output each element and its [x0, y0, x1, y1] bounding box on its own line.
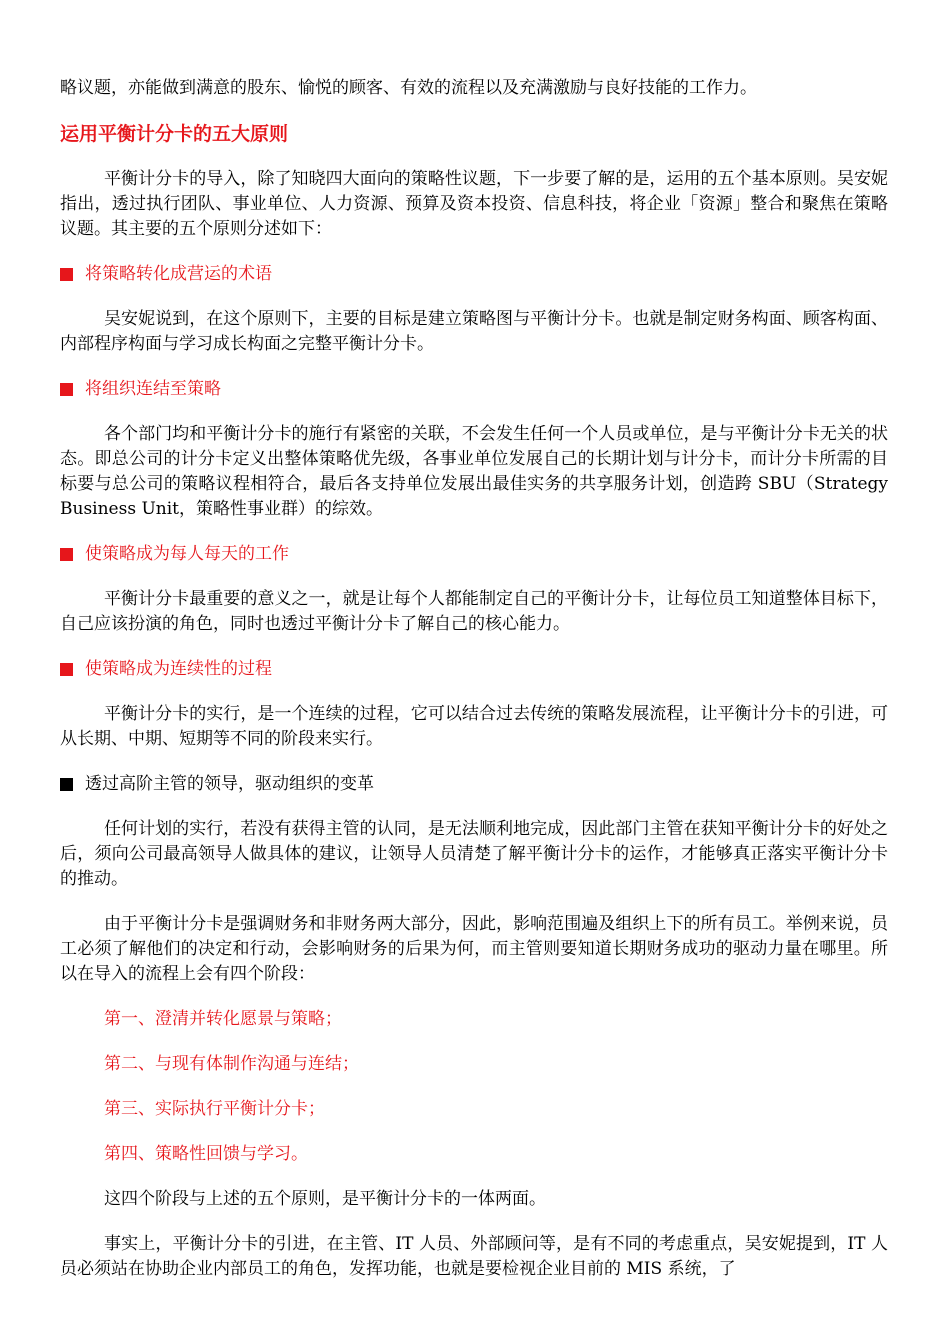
last-paragraph: 事实上，平衡计分卡的引进，在主管、IT 人员、外部顾问等，是有不同的考虑重点，吴安妮提到，IT 人员必须站在协助企业内部员工的角色，发挥功能，也就是要检视企业目前的 MIS 系统，了 — [60, 1234, 888, 1279]
top-line-text: 略议题，亦能做到满意的股东、愉悦的顾客、有效的流程以及充满激励与良好技能的工作力。 — [60, 78, 757, 98]
square-bullet-icon — [60, 268, 73, 281]
principle-2-title-line — [60, 377, 888, 402]
stage-1: 第一、澄清并转化愿景与策略； — [104, 1009, 342, 1029]
principle-3-body: 平衡计分卡最重要的意义之一，就是让每个人都能制定自己的平衡计分卡，让每位员工知道整体目标下，自己应该扮演的角色，同时也透过平衡计分卡了解自己的核心能力。 — [60, 589, 888, 634]
principle-2-body: 各个部门均和平衡计分卡的施行有紧密的关联，不会发生任何一个人员或单位，是与平衡计分卡无关的状态。即总公司的计分卡定义出整体策略优先级，各事业单位发展自己的长期计划与计分卡，而计分卡所需的目标要与总公司的策略议程相符合，最后各支持单位发展出最佳实务的共享服务计划，创造跨 SBU（Strategy Business Unit，策略性事业群）的综效。 — [60, 424, 888, 519]
square-bullet-icon — [60, 663, 73, 676]
principle-4-title-line — [60, 657, 888, 682]
square-bullet-icon — [60, 383, 73, 396]
principle-1-title: 将策略转化成营运的术语 — [85, 264, 272, 284]
stage-2: 第二、与现有体制作沟通与连结； — [104, 1054, 359, 1074]
principle-1-title-line — [60, 262, 888, 287]
principle-3-title: 使策略成为每人每天的工作 — [85, 544, 289, 564]
principle-1-body: 吴安妮说到，在这个原则下，主要的目标是建立策略图与平衡计分卡。也就是制定财务构面、顾客构面、内部程序构面与学习成长构面之完整平衡计分卡。 — [60, 309, 888, 354]
square-bullet-icon — [60, 778, 73, 791]
document-page — [60, 0, 888, 1282]
section-heading: 运用平衡计分卡的五大原则 — [60, 123, 289, 145]
intro-paragraph: 平衡计分卡的导入，除了知晓四大面向的策略性议题，下一步要了解的是，运用的五个基本原则。吴安妮指出，透过执行团队、事业单位、人力资源、预算及资本投资、信息科技，将企业「资源」整合和聚焦在策略议题。其主要的五个原则分述如下： — [60, 169, 888, 239]
principle-5-title-line — [60, 772, 888, 797]
stage-3: 第三、实际执行平衡计分卡； — [104, 1099, 325, 1119]
stage-4: 第四、策略性回馈与学习。 — [104, 1144, 308, 1164]
principle-5-body: 任何计划的实行，若没有获得主管的认同，是无法顺利地完成，因此部门主管在获知平衡计分卡的好处之后，须向公司最高领导人做具体的建议，让领导人员清楚了解平衡计分卡的运作，才能够真正落实平衡计分卡的推动。 — [60, 819, 888, 889]
principle-4-body: 平衡计分卡的实行，是一个连续的过程，它可以结合过去传统的策略发展流程，让平衡计分卡的引进，可从长期、中期、短期等不同的阶段来实行。 — [60, 704, 888, 749]
square-bullet-icon — [60, 548, 73, 561]
stages-intro-paragraph: 由于平衡计分卡是强调财务和非财务两大部分，因此，影响范围遍及组织上下的所有员工。举例来说，员工必须了解他们的决定和行动，会影响财务的后果为何，而主管则要知道长期财务成功的驱动力量在哪里。所以在导入的流程上会有四个阶段： — [60, 914, 888, 984]
two-sides-paragraph: 这四个阶段与上述的五个原则，是平衡计分卡的一体两面。 — [104, 1189, 546, 1209]
principle-3-title-line — [60, 542, 888, 567]
principle-4-title: 使策略成为连续性的过程 — [85, 659, 272, 679]
principle-2-title: 将组织连结至策略 — [85, 379, 221, 399]
principle-5-title: 透过高阶主管的领导，驱动组织的变革 — [85, 774, 374, 794]
